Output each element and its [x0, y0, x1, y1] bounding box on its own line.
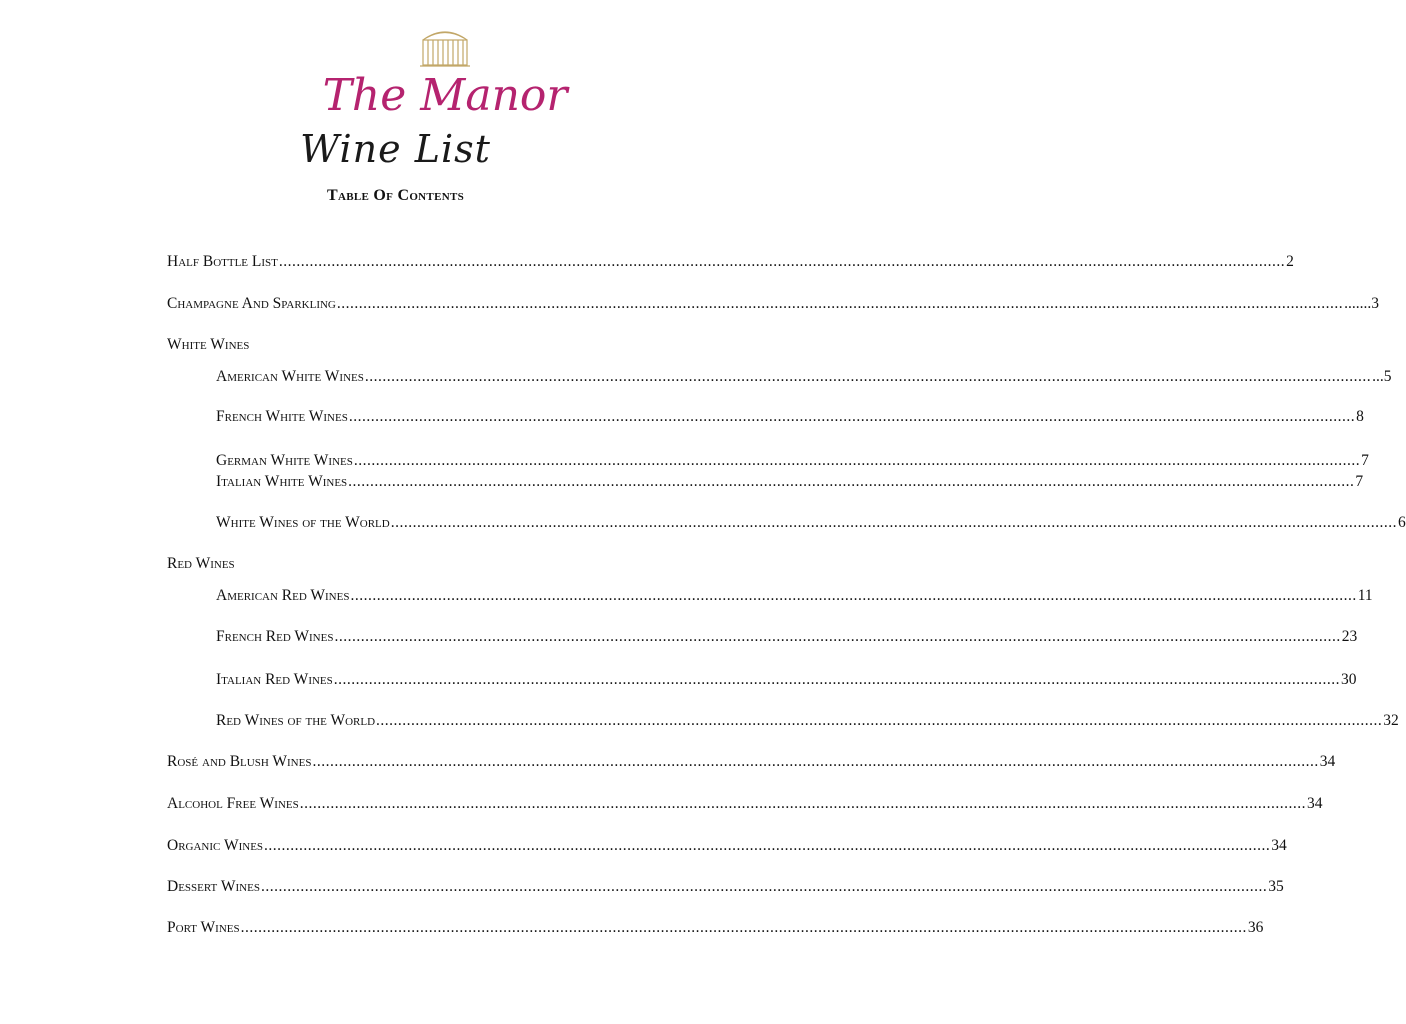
- toc-entry[interactable]: [167, 294, 1379, 314]
- toc-entry-page-number: 6: [1397, 514, 1406, 531]
- toc-entry[interactable]: [216, 586, 1373, 606]
- toc-entry[interactable]: [216, 472, 1364, 492]
- toc-entry-label: Dessert Wines: [167, 878, 260, 895]
- toc-entry-label: Port Wines: [167, 919, 240, 936]
- toc-dot-leader: [350, 586, 1356, 606]
- toc-entry-page-number: ...5: [1372, 368, 1392, 385]
- toc-entry-page-number: 34: [1271, 837, 1287, 854]
- toc-entry[interactable]: [216, 367, 1392, 387]
- toc-dot-leader: [334, 627, 1340, 647]
- toc-entry[interactable]: [167, 252, 1294, 272]
- toc-entry-label: French Red Wines: [216, 628, 334, 645]
- toc-dot-leader: [300, 794, 1306, 814]
- toc-heading: Table Of Contents: [326, 187, 465, 204]
- toc-entry-page-number: 23: [1341, 628, 1358, 645]
- toc-entry-page-number: 36: [1247, 919, 1264, 936]
- toc-entry[interactable]: [167, 794, 1323, 814]
- toc-entry-page-number: 2: [1286, 253, 1294, 270]
- toc-entry[interactable]: [216, 627, 1358, 647]
- toc-entry-label: Champagne And Sparkling: [167, 295, 336, 312]
- toc-entry[interactable]: [167, 836, 1287, 856]
- toc-entry-page-number: .......3: [1344, 295, 1379, 312]
- toc-entry-label: American Red Wines: [216, 587, 350, 604]
- toc-entry-label: French White Wines: [216, 408, 348, 425]
- toc-entry-page-number: 8: [1356, 408, 1364, 425]
- toc-entry-label: German White Wines: [216, 452, 353, 469]
- toc-dot-leader: [241, 918, 1247, 938]
- toc-entry[interactable]: [167, 918, 1264, 938]
- toc-entry-page-number: 35: [1268, 878, 1284, 895]
- toc-entry[interactable]: [216, 513, 1406, 533]
- toc-entry-page-number: 34: [1307, 795, 1323, 812]
- toc-dot-leader: [337, 294, 1343, 314]
- toc-dot-leader: [312, 752, 1318, 772]
- toc-dot-leader: [365, 367, 1371, 387]
- toc-dot-leader: [354, 451, 1360, 471]
- toc-dot-leader: [391, 513, 1397, 533]
- toc-entry-page-number: 32: [1383, 712, 1399, 729]
- toc-entry[interactable]: [216, 451, 1369, 471]
- toc-entry-label: Alcohol Free Wines: [167, 795, 299, 812]
- toc-dot-leader: [376, 711, 1382, 731]
- toc-entry-label: American White Wines: [216, 368, 364, 385]
- toc-entry-label: Half Bottle List: [167, 253, 278, 270]
- manor-logo: [322, 22, 568, 122]
- toc-dot-leader: [348, 472, 1354, 492]
- toc-dot-leader: [261, 877, 1267, 897]
- manor-gate-icon: [322, 22, 568, 122]
- toc-entry-page-number: 11: [1357, 587, 1373, 604]
- toc-dot-leader: [264, 836, 1270, 856]
- toc-entry-label: Rosé and Blush Wines: [167, 753, 312, 770]
- toc-entry-page-number: 7: [1361, 452, 1369, 469]
- brand-wordmark: The Manor: [322, 70, 568, 121]
- toc-dot-leader: [279, 252, 1285, 272]
- wine-list-title: Wine List: [300, 127, 491, 171]
- toc-entry[interactable]: [167, 877, 1284, 897]
- toc-entry[interactable]: [216, 407, 1364, 427]
- toc-entry[interactable]: [167, 752, 1336, 772]
- toc-section-heading: Red Wines: [167, 555, 235, 572]
- toc-entry-label: Organic Wines: [167, 837, 264, 854]
- toc-section-heading: White Wines: [167, 336, 250, 353]
- toc-entry-label: Red Wines of the World: [216, 712, 376, 729]
- toc-entry[interactable]: [216, 670, 1357, 690]
- toc-entry-label: White Wines of the World: [216, 514, 390, 531]
- toc-entry-label: Italian White Wines: [216, 473, 348, 490]
- toc-dot-leader: [349, 407, 1355, 427]
- toc-entry-label: Italian Red Wines: [216, 671, 333, 688]
- toc-entry-page-number: 34: [1319, 753, 1336, 770]
- toc-entry-page-number: 30: [1341, 671, 1357, 688]
- toc-dot-leader: [334, 670, 1340, 690]
- toc-entry[interactable]: [216, 711, 1399, 731]
- toc-entry-page-number: 7: [1355, 473, 1364, 490]
